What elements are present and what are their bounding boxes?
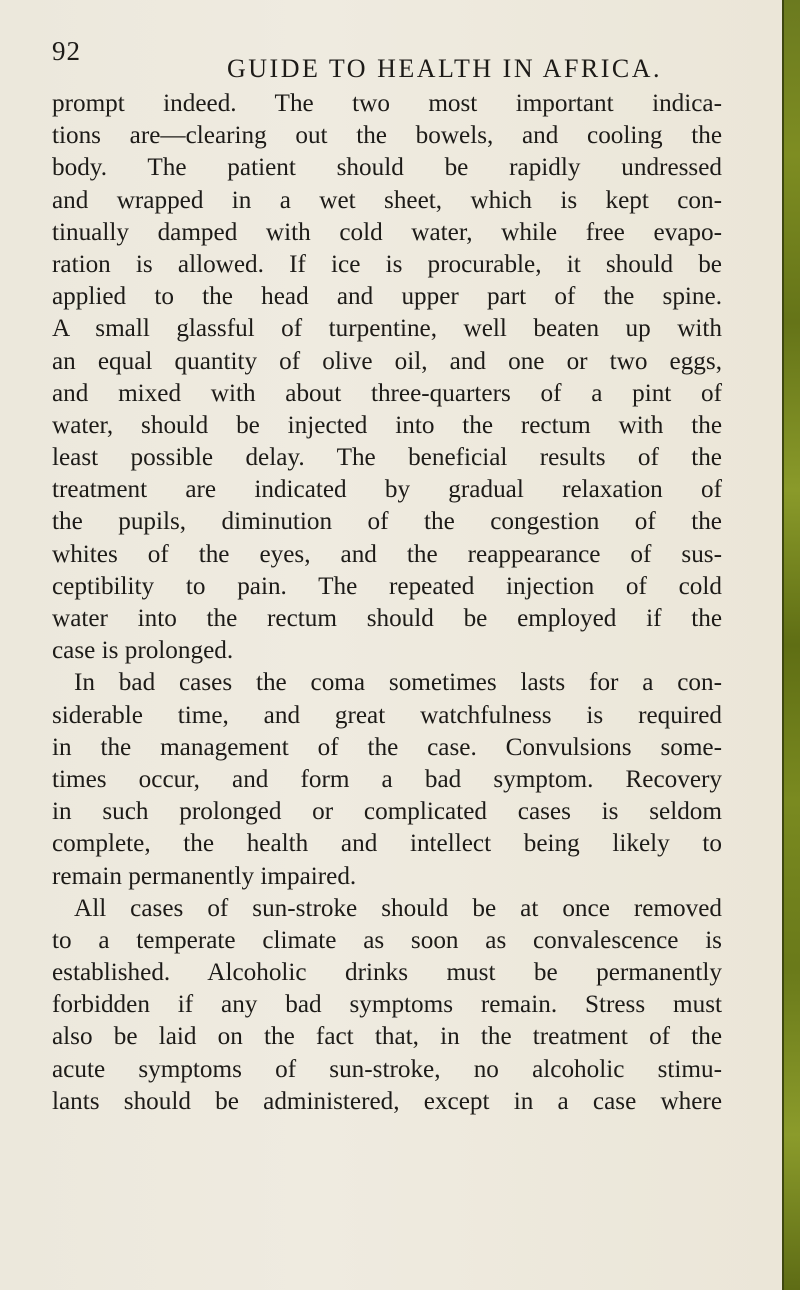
text-line: treatment are indicated by gradual relaxation of (52, 476, 722, 504)
text-line: complete, the health and intellect being likely to (52, 830, 722, 858)
text-line: ceptibility to pain. The repeated injection of cold (52, 572, 722, 600)
text-line: least possible delay. The beneficial results of the (52, 444, 722, 472)
text-line: tinually damped with cold water, while free evapo- (52, 218, 722, 246)
text-line: and wrapped in a wet sheet, which is kept con- (52, 186, 722, 214)
text-line: tions are—clearing out the bowels, and cooling the (52, 122, 722, 150)
page-number: 92 (52, 36, 81, 66)
text-line: an equal quantity of olive oil, and one or two eggs, (52, 347, 722, 375)
text-line: times occur, and form a bad symptom. Recovery (52, 765, 722, 793)
text-line: prompt indeed. The two most important indica- (52, 90, 722, 117)
paragraph-end-line: remain permanently impaired. (52, 862, 357, 890)
text-line: established. Alcoholic drinks must be permanently (52, 959, 722, 987)
text-line: body. The patient should be rapidly undressed (52, 154, 722, 182)
text-line: lants should be administered, except in a case where (52, 1087, 722, 1115)
book-cover-edge (782, 0, 800, 1290)
text-line: also be laid on the fact that, in the treatment of the (52, 1023, 722, 1051)
text-line: ration is allowed. If ice is procurable, it should be (52, 250, 722, 278)
text-line: applied to the head and upper part of the spine. (52, 283, 722, 311)
text-line: in the management of the case. Convulsions some- (52, 733, 722, 761)
text-line: and mixed with about three-quarters of a pint of (52, 379, 722, 407)
text-line: A small glassful of turpentine, well beaten up with (52, 315, 722, 343)
text-line: acute symptoms of sun-stroke, no alcoholic stimu- (52, 1055, 722, 1083)
body-text (52, 88, 722, 1118)
text-line: to a temperate climate as soon as convalescence is (52, 926, 722, 954)
running-title: GUIDE TO HEALTH IN AFRICA. (227, 54, 663, 83)
text-line: siderable time, and great watchfulness is required (52, 701, 722, 729)
text-line: water into the rectum should be employed if the (52, 605, 722, 632)
text-line: in such prolonged or complicated cases is seldom (52, 798, 722, 826)
text-line: the pupils, diminution of the congestion of the (52, 508, 722, 536)
text-line: whites of the eyes, and the reappearance of sus- (52, 540, 722, 568)
paragraph-end-line: case is prolonged. (52, 637, 234, 665)
text-line: forbidden if any bad symptoms remain. Stress must (52, 991, 722, 1019)
paragraph-start-line: In bad cases the coma sometimes lasts for a con- (74, 669, 722, 697)
text-line: water, should be injected into the rectum with the (52, 411, 722, 439)
paragraph-start-line: All cases of sun-stroke should be at once removed (74, 894, 722, 922)
page-header (52, 36, 742, 84)
